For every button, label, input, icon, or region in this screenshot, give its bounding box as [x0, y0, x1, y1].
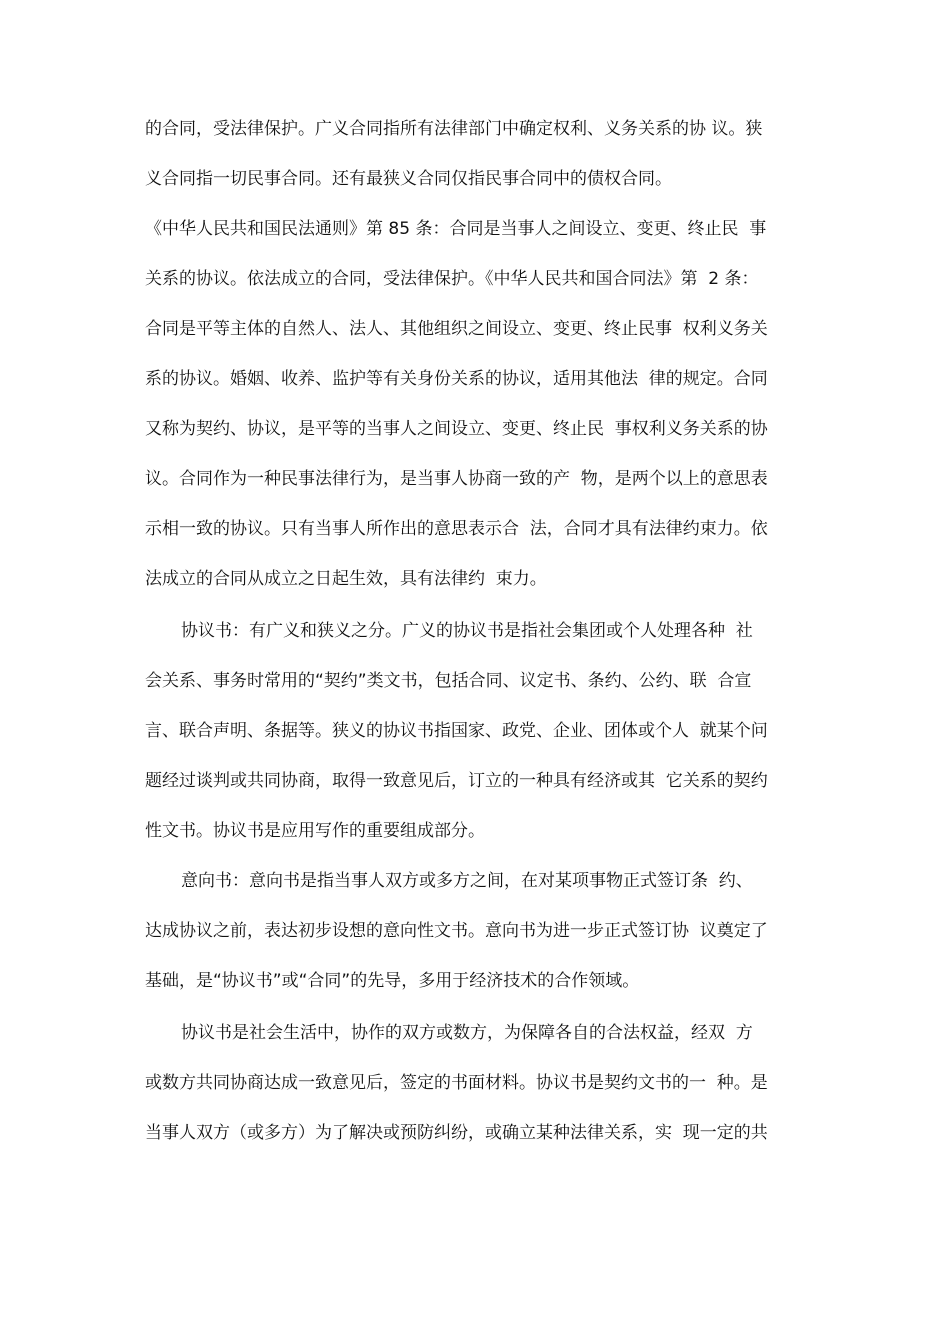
text-line: 性文书。协议书是应用写作的重要组成部分。 — [145, 821, 485, 841]
text-line: 言、联合声明、条据等。狭义的协议书指国家、政党、企业、团体或个人 就某个问 — [145, 721, 768, 741]
text-line: 的合同，受法律保护。广义合同指所有法律部门中确定权利、义务关系的协 议。狭 — [145, 119, 763, 139]
text-line: 关系的协议。依法成立的合同，受法律保护。《中华人民共和国合同法》第 2 条： — [145, 269, 759, 289]
text-line: 达成协议之前，表达初步设想的意向性文书。意向书为进一步正式签订协 议奠定了 — [145, 921, 768, 941]
text-line: 题经过谈判或共同协商，取得一致意见后，订立的一种具有经济或其 它关系的契约 — [145, 771, 768, 791]
text-line: 法成立的合同从成立之日起生效，具有法律约 束力。 — [145, 569, 547, 589]
text-line: 基础，是“协议书”或“合同”的先导，多用于经济技术的合作领域。 — [145, 971, 640, 991]
text-line: 示相一致的协议。只有当事人所作出的意思表示合 法，合同才具有法律约束力。依 — [145, 519, 768, 539]
paragraph-first-line: 协议书：有广义和狭义之分。广义的协议书是指社会集团或个人处理各种 社 — [181, 621, 753, 641]
text-line: 会关系、事务时常用的“契约”类文书，包括合同、议定书、条约、公约、联 合宣 — [145, 671, 752, 691]
text-line: 或数方共同协商达成一致意见后，签定的书面材料。协议书是契约文书的一 种。是 — [145, 1073, 768, 1093]
text-line: 议。合同作为一种民事法律行为，是当事人协商一致的产 物，是两个以上的意思表 — [145, 469, 768, 489]
paragraph-first-line: 意向书：意向书是指当事人双方或多方之间，在对某项事物正式签订条 约、 — [181, 871, 753, 891]
text-line: 《中华人民共和国民法通则》第 85 条：合同是当事人之间设立、变更、终止民 事 — [145, 219, 767, 239]
text-line: 系的协议。婚姻、收养、监护等有关身份关系的协议，适用其他法 律的规定。合同 — [145, 369, 768, 389]
text-line: 又称为契约、协议，是平等的当事人之间设立、变更、终止民 事权利义务关系的协 — [145, 419, 768, 439]
text-line: 当事人双方（或多方）为了解决或预防纠纷，或确立某种法律关系，实 现一定的共 — [145, 1123, 768, 1143]
paragraph-first-line: 协议书是社会生活中，协作的双方或数方，为保障各自的合法权益，经双 方 — [181, 1023, 753, 1043]
text-line: 义合同指一切民事合同。还有最狭义合同仅指民事合同中的债权合同。 — [145, 169, 672, 189]
text-line: 合同是平等主体的自然人、法人、其他组织之间设立、变更、终止民事 权利义务关 — [145, 319, 768, 339]
